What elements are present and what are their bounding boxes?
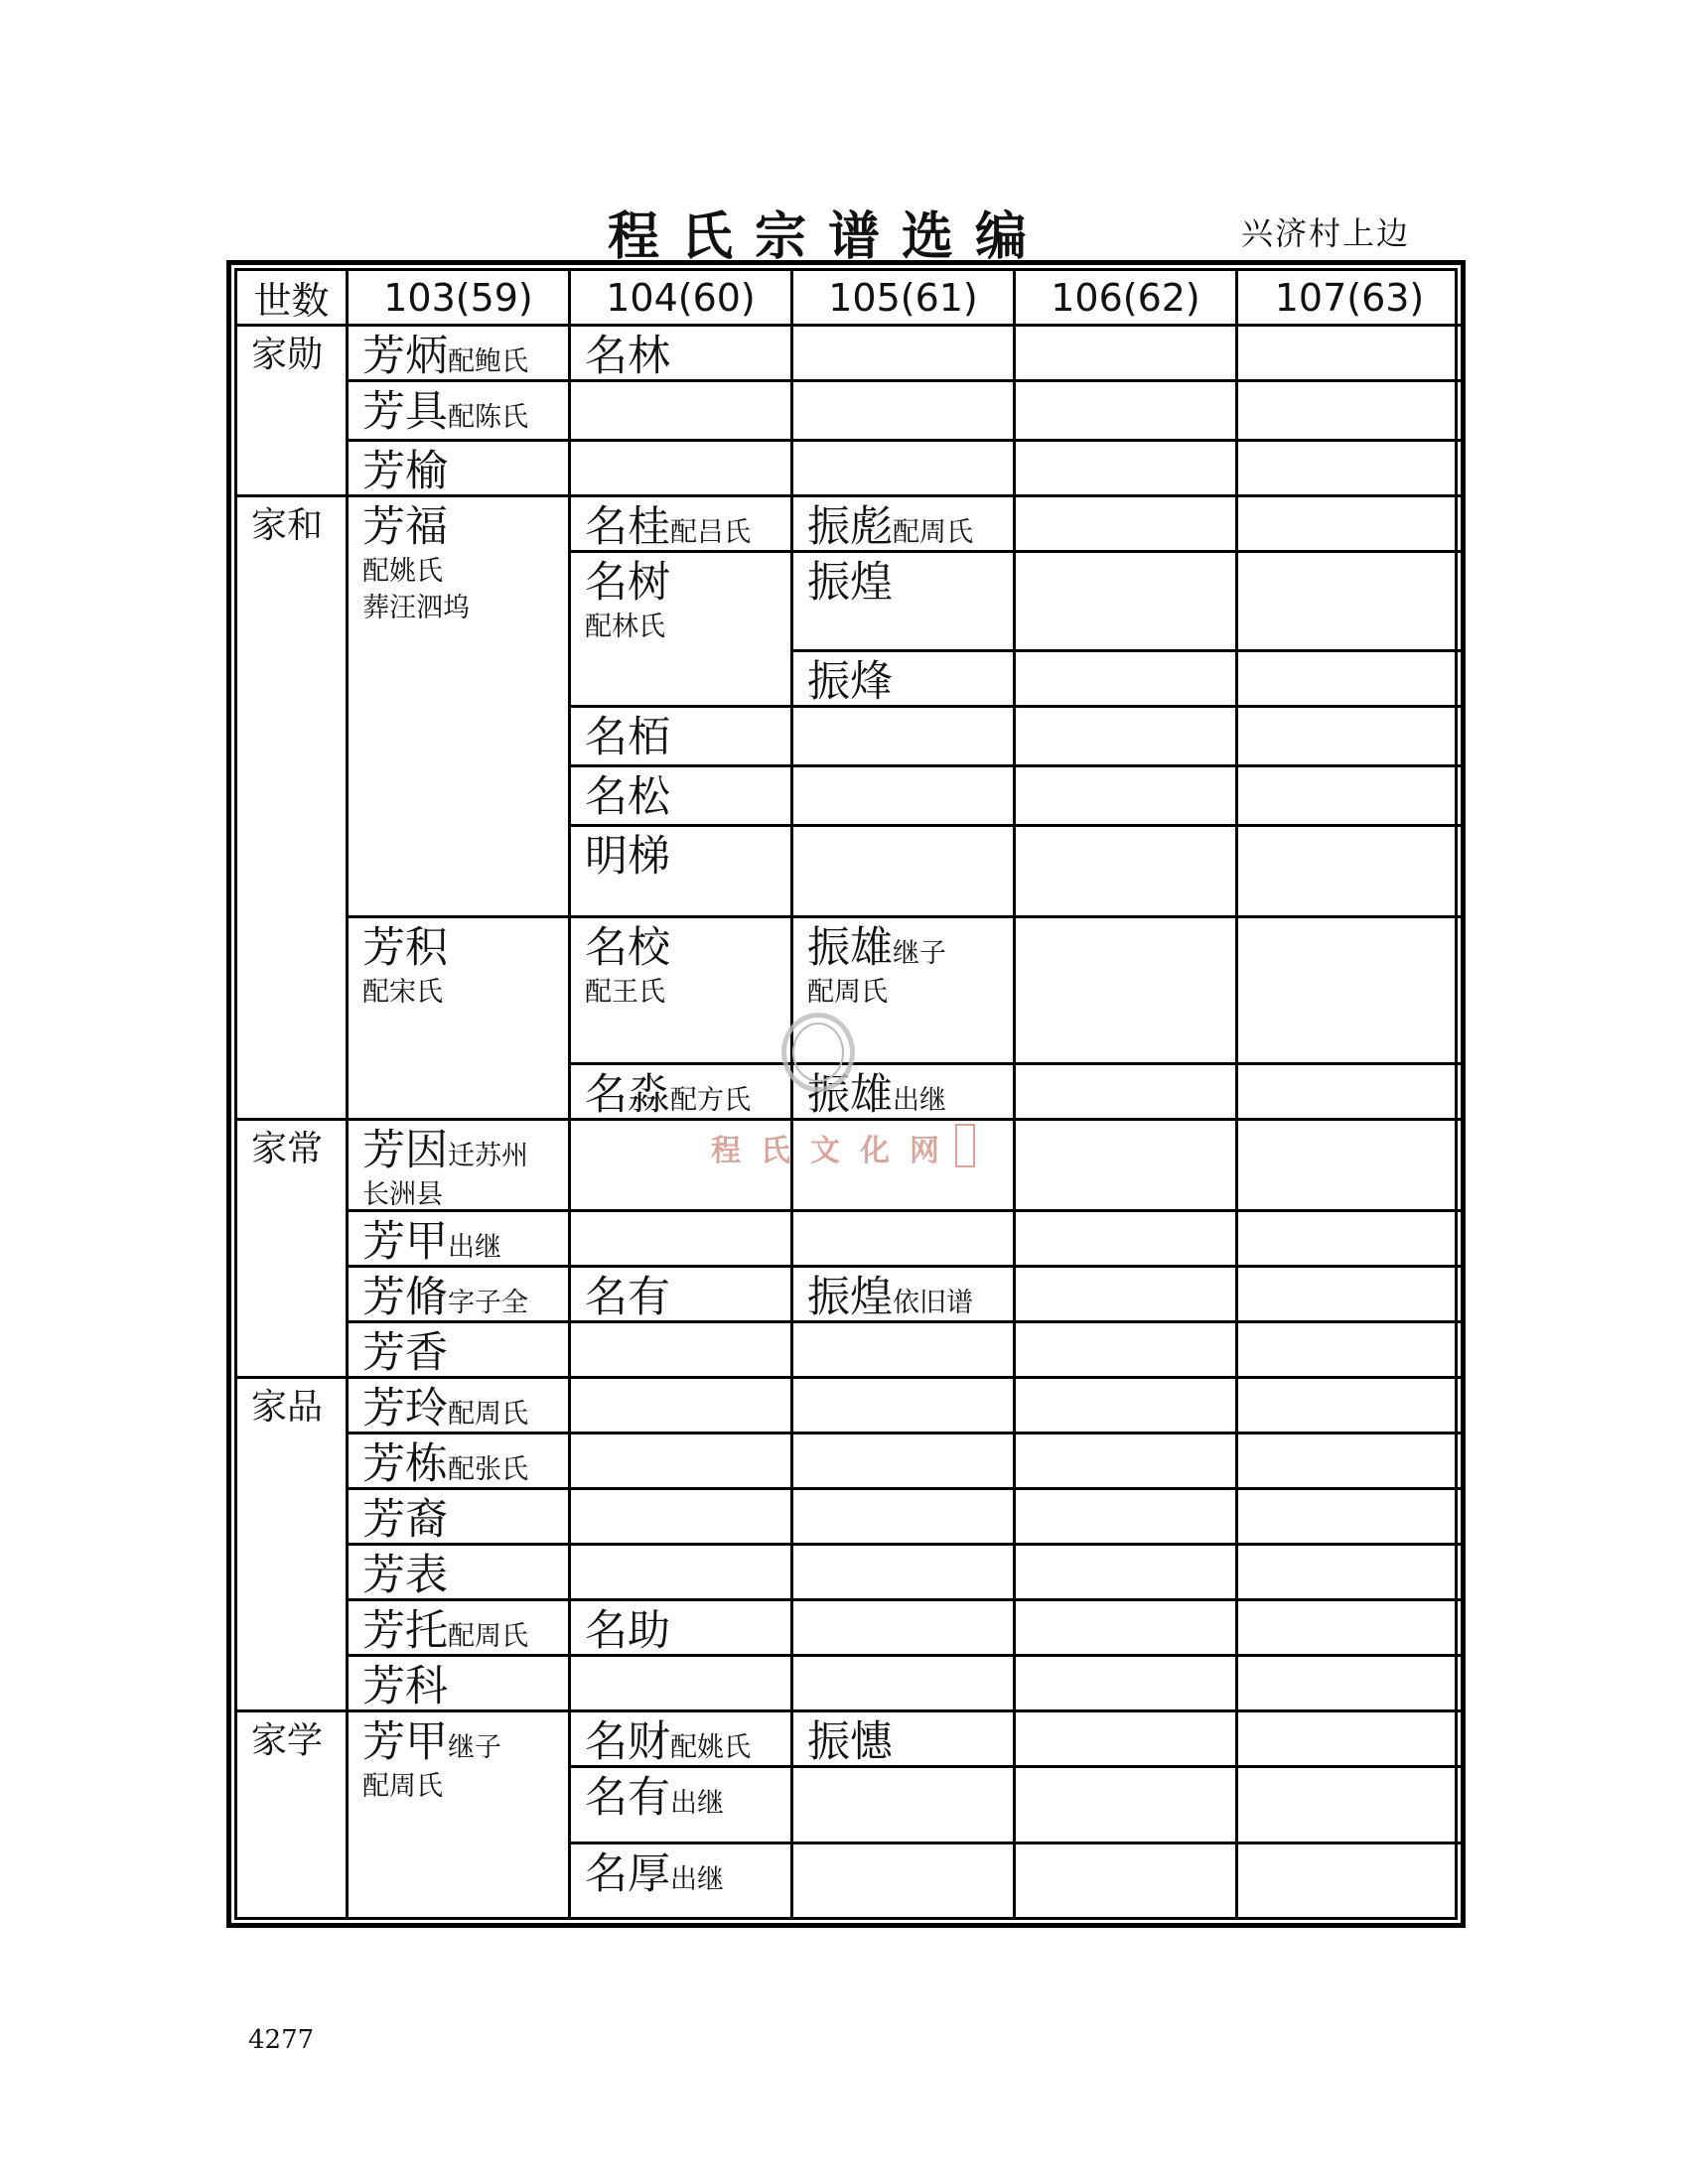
entry-cell [571, 497, 793, 553]
person-name: 芳炳 [362, 332, 448, 381]
empty-cell [571, 1434, 793, 1490]
person-note: 配陈氏 [448, 402, 528, 433]
watermark-seal-inner [792, 1023, 844, 1082]
empty-cell [1238, 1844, 1461, 1918]
entry-cell [571, 918, 793, 1065]
empty-cell [793, 1844, 1016, 1918]
empty-cell [793, 1434, 1016, 1490]
person-name: 振彪 [807, 502, 893, 552]
page-number: 4277 [248, 2025, 315, 2055]
empty-cell [1238, 1379, 1461, 1434]
entry-cell [571, 1268, 793, 1323]
empty-cell [1238, 652, 1461, 708]
person-name: 芳积 [362, 923, 448, 973]
person-name: 芳福 [362, 502, 448, 552]
empty-cell [1016, 1212, 1238, 1268]
person-name: 振煌 [807, 1273, 893, 1322]
empty-cell [1238, 1546, 1461, 1601]
person-name: 振雄 [807, 1070, 893, 1120]
entry-cell [571, 553, 793, 708]
person-name: 名松 [585, 772, 670, 822]
watermark-stamp [955, 1124, 975, 1167]
genealogy-table [234, 268, 1458, 1920]
empty-cell [793, 327, 1016, 382]
empty-cell [793, 442, 1016, 497]
entry-cell [793, 497, 1016, 553]
empty-cell [1016, 1434, 1238, 1490]
entry-cell [349, 327, 571, 382]
empty-cell [793, 1546, 1016, 1601]
entry-cell [349, 1434, 571, 1490]
empty-cell [571, 1657, 793, 1712]
entry-cell [571, 327, 793, 382]
entry-cell [349, 497, 571, 918]
empty-cell [1016, 652, 1238, 708]
col-header-label: 世数 [253, 279, 330, 323]
entry-cell [349, 1546, 571, 1601]
person-note: 配周氏 [893, 517, 973, 548]
person-note: 出继 [448, 1232, 501, 1263]
person-name: 芳香 [362, 1328, 448, 1378]
empty-cell [1238, 827, 1461, 918]
empty-cell [571, 382, 793, 442]
person-note: 配宋氏 [362, 977, 443, 1008]
person-name: 名有 [585, 1273, 670, 1322]
person-note: 配方氏 [670, 1085, 751, 1116]
person-name: 芳裔 [362, 1495, 448, 1545]
empty-cell [1238, 1323, 1461, 1379]
person-note: 配张氏 [448, 1454, 528, 1485]
person-note: 配周氏 [448, 1621, 528, 1652]
entry-cell [349, 1657, 571, 1712]
person-note: 配姚氏 [362, 556, 443, 587]
empty-cell [1016, 1601, 1238, 1657]
person-name: 芳具 [362, 387, 448, 437]
page-title: 程氏宗谱选编 [608, 207, 1050, 267]
empty-cell [793, 1601, 1016, 1657]
empty-cell [1238, 708, 1461, 767]
col-header-107 [1238, 271, 1461, 327]
person-name: 名有 [585, 1773, 670, 1823]
person-name: 芳甲 [362, 1217, 448, 1267]
empty-cell [1016, 1768, 1238, 1844]
empty-cell [1238, 1268, 1461, 1323]
entry-cell [349, 1601, 571, 1657]
generation-label: 家品 [251, 1387, 324, 1428]
person-name: 芳榆 [362, 447, 448, 496]
empty-cell [1238, 1601, 1461, 1657]
col-header-label: 104(60) [606, 275, 756, 320]
empty-cell [793, 382, 1016, 442]
person-name: 名厚 [585, 1848, 670, 1899]
empty-cell [793, 1379, 1016, 1434]
person-name: 芳甲 [362, 1717, 448, 1767]
person-name: 名栢 [585, 713, 670, 762]
person-name: 明梯 [585, 832, 670, 882]
empty-cell [1238, 1490, 1461, 1546]
empty-cell [1238, 918, 1461, 1065]
empty-cell [1238, 1657, 1461, 1712]
person-note: 配周氏 [807, 977, 888, 1008]
entry-cell [571, 708, 793, 767]
empty-cell [1238, 442, 1461, 497]
person-name: 芳栋 [362, 1439, 448, 1489]
person-name: 芳因 [362, 1126, 448, 1175]
entry-cell [349, 1323, 571, 1379]
empty-cell [1016, 497, 1238, 553]
empty-cell [793, 1490, 1016, 1546]
empty-cell [1016, 1268, 1238, 1323]
empty-cell [571, 1323, 793, 1379]
empty-cell [1238, 553, 1461, 652]
empty-cell [571, 1212, 793, 1268]
person-note: 配王氏 [585, 977, 665, 1008]
person-note: 配周氏 [448, 1399, 528, 1430]
empty-cell [1238, 1768, 1461, 1844]
person-note: 继子 [448, 1732, 501, 1763]
empty-cell [1238, 1121, 1461, 1212]
col-header-label: 106(62) [1051, 275, 1200, 320]
col-header-generation [237, 271, 349, 327]
empty-cell [1238, 767, 1461, 827]
empty-cell [793, 1657, 1016, 1712]
empty-cell [571, 1379, 793, 1434]
empty-cell [1238, 327, 1461, 382]
entry-cell [349, 1212, 571, 1268]
empty-cell [793, 827, 1016, 918]
person-name: 名助 [585, 1606, 670, 1656]
entry-cell [571, 1844, 793, 1918]
person-name: 芳托 [362, 1606, 448, 1656]
person-note: 字子全 [448, 1288, 528, 1318]
empty-cell [793, 767, 1016, 827]
col-header-label: 107(63) [1274, 275, 1425, 320]
col-header-label: 105(61) [828, 275, 978, 320]
generation-jiachang [237, 1121, 349, 1379]
empty-cell [793, 1323, 1016, 1379]
person-name: 名淼 [585, 1070, 670, 1120]
col-header-104 [571, 271, 793, 327]
person-name: 芳玲 [362, 1384, 448, 1433]
empty-cell [1016, 767, 1238, 827]
empty-cell [793, 1212, 1016, 1268]
empty-cell [1238, 1434, 1461, 1490]
generation-label: 家勋 [251, 335, 324, 375]
person-name: 振烽 [807, 657, 893, 707]
empty-cell [1016, 708, 1238, 767]
person-name: 芳脩 [362, 1273, 448, 1322]
page-subtitle: 兴济村上边 [1241, 214, 1411, 252]
generation-label: 家常 [251, 1129, 324, 1169]
entry-cell [349, 1121, 571, 1212]
generation-jiaxun [237, 327, 349, 497]
col-header-105 [793, 271, 1016, 327]
person-name: 名林 [585, 332, 670, 381]
person-note: 葬汪泗坞 [362, 593, 470, 623]
generation-label: 家和 [251, 505, 324, 546]
empty-cell [1016, 382, 1238, 442]
person-note: 依旧谱 [893, 1288, 973, 1318]
person-note: 出继 [670, 1863, 724, 1895]
entry-cell [349, 442, 571, 497]
person-name: 名桂 [585, 502, 670, 552]
entry-cell [349, 382, 571, 442]
entry-cell [793, 553, 1016, 652]
empty-cell [1238, 1212, 1461, 1268]
entry-cell [793, 1268, 1016, 1323]
empty-cell [1016, 1065, 1238, 1121]
person-note: 出继 [893, 1085, 946, 1116]
person-name: 芳科 [362, 1662, 448, 1711]
entry-cell [571, 827, 793, 918]
entry-cell [349, 1712, 571, 1917]
entry-cell [349, 918, 571, 1121]
entry-cell [571, 767, 793, 827]
empty-cell [1016, 1657, 1238, 1712]
person-note: 配周氏 [362, 1771, 443, 1802]
empty-cell [1238, 497, 1461, 553]
empty-cell [1016, 1323, 1238, 1379]
person-name: 名树 [585, 558, 670, 608]
generation-jiaxue [237, 1712, 349, 1917]
person-name: 芳表 [362, 1551, 448, 1600]
empty-cell [793, 1768, 1016, 1844]
entry-cell [571, 1768, 793, 1844]
person-note: 长洲县 [362, 1179, 443, 1210]
entry-cell [793, 652, 1016, 708]
generation-jiahe [237, 497, 349, 1121]
person-name: 振雄 [807, 923, 893, 973]
empty-cell [571, 442, 793, 497]
person-name: 振煌 [807, 558, 893, 608]
entry-cell [349, 1490, 571, 1546]
person-name: 名财 [585, 1717, 670, 1767]
empty-cell [1016, 827, 1238, 918]
person-note: 迁苏州 [448, 1141, 528, 1171]
empty-cell [1016, 1844, 1238, 1918]
person-note: 配鲍氏 [448, 346, 528, 377]
col-header-106 [1016, 271, 1238, 327]
empty-cell [1016, 1712, 1238, 1768]
empty-cell [1016, 1546, 1238, 1601]
empty-cell [1016, 442, 1238, 497]
person-note: 配姚氏 [670, 1732, 751, 1763]
generation-jiapin [237, 1379, 349, 1712]
empty-cell [571, 1546, 793, 1601]
empty-cell [1016, 327, 1238, 382]
col-header-103 [349, 271, 571, 327]
col-header-label: 103(59) [383, 275, 533, 320]
entry-cell [349, 1379, 571, 1434]
person-note: 配吕氏 [670, 517, 751, 548]
entry-cell [571, 1065, 793, 1121]
entry-cell [571, 1601, 793, 1657]
entry-cell [349, 1268, 571, 1323]
empty-cell [1016, 1121, 1238, 1212]
watermark-text: 程氏文化网 [711, 1134, 959, 1168]
empty-cell [1238, 382, 1461, 442]
empty-cell [571, 1490, 793, 1546]
entry-cell [793, 1712, 1016, 1768]
generation-label: 家学 [251, 1720, 324, 1761]
empty-cell [1016, 553, 1238, 652]
empty-cell [1238, 1712, 1461, 1768]
entry-cell [571, 1712, 793, 1768]
person-note: 配林氏 [585, 612, 665, 642]
person-note: 继子 [893, 938, 946, 969]
empty-cell [1238, 1065, 1461, 1121]
person-name: 振憓 [807, 1717, 893, 1767]
person-note: 出继 [670, 1788, 724, 1819]
empty-cell [793, 708, 1016, 767]
person-name: 名校 [585, 923, 670, 973]
empty-cell [1016, 918, 1238, 1065]
empty-cell [1016, 1490, 1238, 1546]
empty-cell [1016, 1379, 1238, 1434]
